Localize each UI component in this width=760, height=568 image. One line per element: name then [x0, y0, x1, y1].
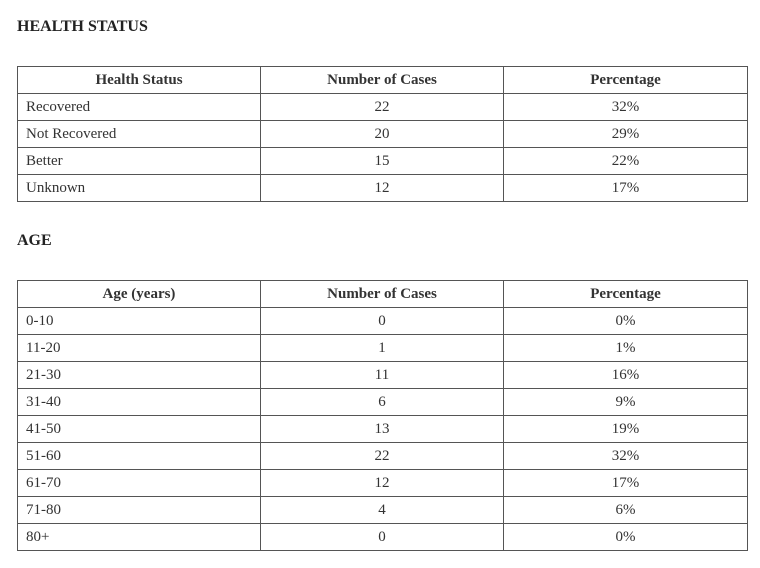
case-count-cell: 22: [261, 443, 504, 470]
table-row: [18, 389, 748, 416]
row-label-cell: 31-40: [18, 389, 261, 416]
row-label-cell: 21-30: [18, 362, 261, 389]
age-table: [17, 280, 748, 551]
percentage-cell: 22%: [504, 148, 748, 175]
case-count-cell: 13: [261, 416, 504, 443]
table-header-row: [18, 281, 748, 308]
case-count-cell: 6: [261, 389, 504, 416]
table-row: [18, 362, 748, 389]
table-row: [18, 121, 748, 148]
row-label-cell: Recovered: [18, 94, 261, 121]
row-label-cell: Unknown: [18, 175, 261, 202]
row-label-cell: 41-50: [18, 416, 261, 443]
percentage-cell: 16%: [504, 362, 748, 389]
case-count-cell: 15: [261, 148, 504, 175]
row-label-cell: 51-60: [18, 443, 261, 470]
case-count-cell: 12: [261, 175, 504, 202]
column-header-number-of-cases: Number of Cases: [261, 67, 504, 94]
percentage-cell: 32%: [504, 94, 748, 121]
percentage-cell: 29%: [504, 121, 748, 148]
percentage-cell: 9%: [504, 389, 748, 416]
percentage-cell: 0%: [504, 308, 748, 335]
table-row: [18, 524, 748, 551]
table-row: [18, 416, 748, 443]
row-label-cell: 71-80: [18, 497, 261, 524]
case-count-cell: 4: [261, 497, 504, 524]
row-label-cell: 0-10: [18, 308, 261, 335]
column-header-health-status: Health Status: [18, 67, 261, 94]
table-row: [18, 308, 748, 335]
case-count-cell: 1: [261, 335, 504, 362]
case-count-cell: 11: [261, 362, 504, 389]
percentage-cell: 19%: [504, 416, 748, 443]
case-count-cell: 20: [261, 121, 504, 148]
case-count-cell: 12: [261, 470, 504, 497]
case-count-cell: 22: [261, 94, 504, 121]
percentage-cell: 17%: [504, 175, 748, 202]
column-header-number-of-cases: Number of Cases: [261, 281, 504, 308]
table-row: [18, 335, 748, 362]
table-row: [18, 497, 748, 524]
table-row: [18, 470, 748, 497]
table-header-row: [18, 67, 748, 94]
table-row: [18, 148, 748, 175]
row-label-cell: 61-70: [18, 470, 261, 497]
table-row: [18, 443, 748, 470]
age-title: AGE: [17, 232, 52, 249]
percentage-cell: 1%: [504, 335, 748, 362]
table-row: [18, 175, 748, 202]
column-header-percentage: Percentage: [504, 281, 748, 308]
health-status-title: HEALTH STATUS: [17, 18, 148, 35]
case-count-cell: 0: [261, 524, 504, 551]
column-header-percentage: Percentage: [504, 67, 748, 94]
percentage-cell: 0%: [504, 524, 748, 551]
health-status-table: [17, 66, 748, 202]
percentage-cell: 6%: [504, 497, 748, 524]
row-label-cell: 11-20: [18, 335, 261, 362]
table-row: [18, 94, 748, 121]
row-label-cell: 80+: [18, 524, 261, 551]
case-count-cell: 0: [261, 308, 504, 335]
percentage-cell: 17%: [504, 470, 748, 497]
row-label-cell: Better: [18, 148, 261, 175]
column-header-age-years: Age (years): [18, 281, 261, 308]
row-label-cell: Not Recovered: [18, 121, 261, 148]
percentage-cell: 32%: [504, 443, 748, 470]
